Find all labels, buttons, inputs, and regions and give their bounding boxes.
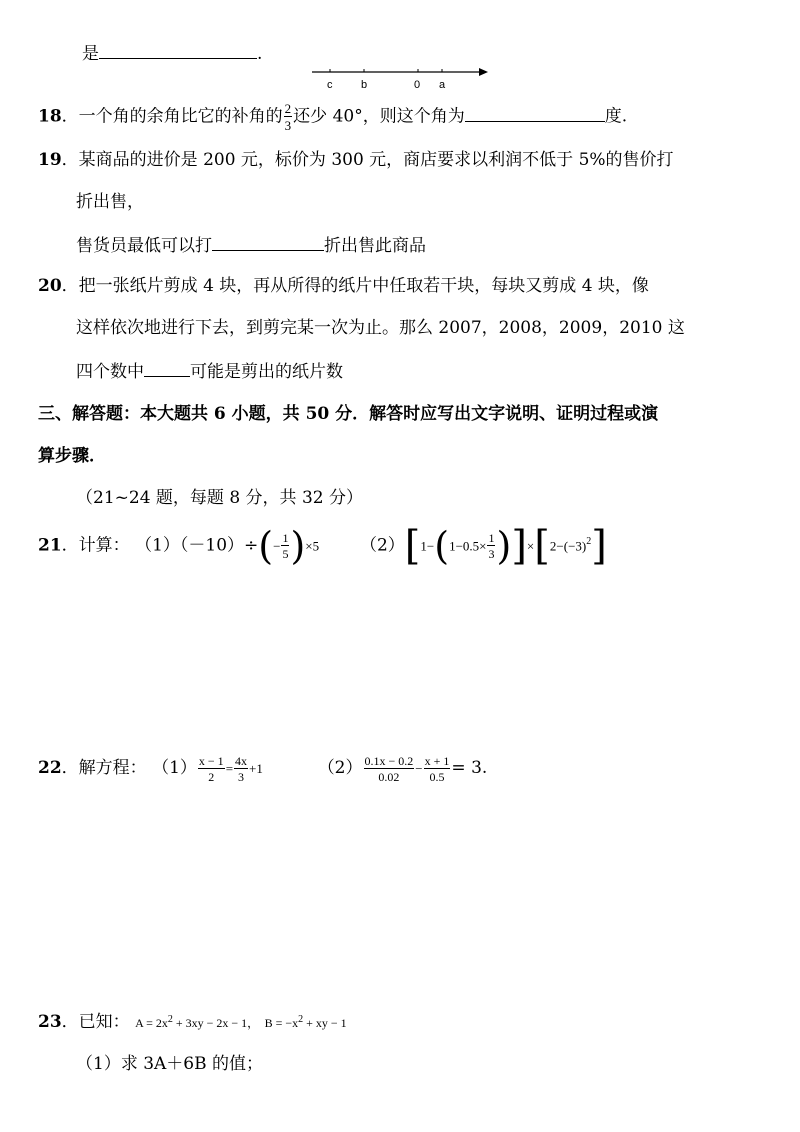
q21-part2-rbracket: ] xyxy=(511,523,527,570)
q19-text-line3-post: 折出售此商品 xyxy=(324,236,426,256)
q23-a-rest: + 3xy − 2x − 1， xyxy=(172,1016,260,1030)
q19-dot: ． xyxy=(61,150,79,170)
q18-dot: ． xyxy=(61,106,79,127)
q17-tail-line xyxy=(82,40,262,66)
q21-part2-fraction xyxy=(487,532,495,560)
q21-part2-lbracket: [ xyxy=(404,523,421,570)
q18-unit: 度. xyxy=(604,106,628,127)
q20-line3 xyxy=(76,358,343,384)
q18-text-post: 还少 40°，则这个角为 xyxy=(293,106,465,127)
q21-part2-rparen: ) xyxy=(496,524,512,569)
section3-heading-text1: 三、解答题：本大题共 6 小题，共 50 分．解答时应写出文字说明、证明过程或演 xyxy=(38,404,659,424)
q21-part1-fraction xyxy=(281,532,289,560)
q21-line xyxy=(38,518,607,570)
q22-part1-frac1-den: 2 xyxy=(208,769,215,784)
q22-line xyxy=(38,746,487,790)
q21-part2-d-open: ( xyxy=(563,538,569,554)
q21-part1-frac-num: 1 xyxy=(282,531,289,546)
q21-part1-rparen: ) xyxy=(290,524,306,569)
q21-part1-tail: ×5 xyxy=(305,538,320,554)
q22-number: 22 xyxy=(38,758,62,778)
q20-text-line3-pre: 四个数中 xyxy=(76,362,144,382)
q21-part2-exponent: 2 xyxy=(586,536,592,547)
q19-line3 xyxy=(76,232,426,258)
number-line-figure xyxy=(308,60,498,96)
q21-part1-minus: − xyxy=(273,538,281,554)
q21-part2-frac-den: 3 xyxy=(488,547,495,562)
q21-part2-a: 1− xyxy=(420,538,435,554)
q22-part2-frac2-den: 0.5 xyxy=(429,769,445,784)
q22-part1-tail: +1 xyxy=(249,761,263,776)
section3-heading-text2: 算步骤． xyxy=(38,446,106,466)
q21-part1-lparen: ( xyxy=(258,524,274,569)
q19-number: 19 xyxy=(38,150,62,170)
q22-part1-frac2-den: 3 xyxy=(238,769,245,784)
label-a: a xyxy=(439,79,446,91)
q22-part2-label: （2） xyxy=(317,758,363,778)
q22-part2-fraction2 xyxy=(424,755,451,783)
q19-answer-blank xyxy=(212,232,324,251)
q22-part2-frac2-num: x + 1 xyxy=(424,753,450,768)
q21-part2-c: 2− xyxy=(549,538,564,554)
q22-part1-fraction1 xyxy=(198,755,225,783)
q22-part2-minus: − xyxy=(415,761,423,776)
q21-label: 计算： xyxy=(78,535,130,556)
q22-label: 解方程： xyxy=(78,758,147,778)
q17-tail-period: . xyxy=(257,44,263,64)
q21-part2-d-close: ) xyxy=(581,538,587,554)
q23-line1 xyxy=(38,1008,347,1035)
q21-part1-a: （－10）÷ xyxy=(179,535,259,556)
q23-line2 xyxy=(76,1052,263,1076)
q21-part2-d: −3 xyxy=(568,538,582,554)
q23-b-exponent: 2 xyxy=(298,1014,304,1025)
q22-part2-frac1-num: 0.1x − 0.2 xyxy=(364,753,414,768)
q21-part2-lbracket2: [ xyxy=(534,523,550,570)
label-c: c xyxy=(327,79,333,91)
q23-expr-b xyxy=(265,1016,347,1030)
section3-heading-line1 xyxy=(38,402,658,426)
q23-number: 23 xyxy=(38,1012,62,1032)
q22-part2-fraction1 xyxy=(364,755,415,783)
q20-text-line2: 这样依次地进行下去，到剪完某一次为止。那么 2007，2008，2009，2010 这 xyxy=(76,318,685,338)
q23-expr-a xyxy=(135,1016,259,1030)
q20-number: 20 xyxy=(38,276,62,296)
q20-dot: ． xyxy=(61,276,79,296)
q20-line1 xyxy=(38,274,649,298)
q23-a-exponent: 2 xyxy=(167,1014,173,1025)
number-line-arrow xyxy=(479,68,488,76)
q20-line2 xyxy=(76,316,685,340)
q18-number: 18 xyxy=(38,106,62,127)
q21-part2-b: 1−0.5× xyxy=(449,538,487,554)
q19-text-line2: 折出售， xyxy=(76,192,144,212)
section3-subheading xyxy=(76,486,363,510)
q23-a-lhs: A = 2x xyxy=(135,1016,168,1030)
q21-part2-times: × xyxy=(526,538,535,554)
q23-b-lhs: B = −x xyxy=(264,1016,299,1030)
q18-fraction xyxy=(284,102,293,132)
q17-answer-blank xyxy=(99,40,257,59)
label-b: b xyxy=(361,79,368,91)
section3-heading-line2 xyxy=(38,444,106,468)
q22-part1-fraction2 xyxy=(234,755,248,783)
q23-dot: ． xyxy=(61,1012,79,1032)
q19-text-line1: 某商品的进价是 200 元，标价为 300 元，商店要求以利润不低于 5%的售价打 xyxy=(78,150,674,170)
q21-dot: ． xyxy=(61,535,79,556)
q22-part2-frac1-den: 0.02 xyxy=(378,769,400,784)
q23-part1: （1）求 3A＋6B 的值； xyxy=(76,1054,264,1074)
q18-answer-blank xyxy=(465,103,605,122)
q18-line xyxy=(38,102,627,132)
q21-part1-label: （1） xyxy=(135,535,180,556)
q19-text-line3-pre: 售货员最低可以打 xyxy=(76,236,212,256)
q19-line2 xyxy=(76,190,144,214)
q20-answer-blank xyxy=(144,358,190,377)
q23-label: 已知： xyxy=(78,1012,130,1032)
q22-part1-frac1-num: x − 1 xyxy=(198,753,224,768)
label-0: 0 xyxy=(414,79,421,91)
q21-part1-frac-den: 5 xyxy=(282,547,289,562)
q21-number: 21 xyxy=(38,535,62,556)
q21-part2-lparen: ( xyxy=(434,524,450,569)
q23-b-rest: + xy − 1 xyxy=(303,1016,347,1030)
q22-part1-eq: = xyxy=(225,761,234,776)
q18-text-pre: 一个角的余角比它的补角的 xyxy=(78,106,283,127)
q21-part2-frac-num: 1 xyxy=(488,531,495,546)
q22-part1-frac2-num: 4x xyxy=(235,753,248,768)
q20-text-line3-post: 可能是剪出的纸片数 xyxy=(190,362,343,382)
q21-part2-label: （2） xyxy=(359,535,405,556)
section3-sub-text: （21~24 题，每题 8 分，共 32 分） xyxy=(76,488,363,508)
q21-part2-rbracket2: ] xyxy=(591,523,607,570)
q18-frac-den: 3 xyxy=(284,118,292,133)
q22-part1-label: （1） xyxy=(152,758,197,778)
q19-line1 xyxy=(38,148,674,172)
q22-part2-tail: = 3. xyxy=(451,758,488,778)
q18-frac-num: 2 xyxy=(284,101,292,116)
q17-tail-text: 是 xyxy=(82,44,99,64)
q20-text-line1: 把一张纸片剪成 4 块，再从所得的纸片中任取若干块，每块又剪成 4 块，像 xyxy=(78,276,649,296)
q22-dot: ． xyxy=(61,758,79,778)
